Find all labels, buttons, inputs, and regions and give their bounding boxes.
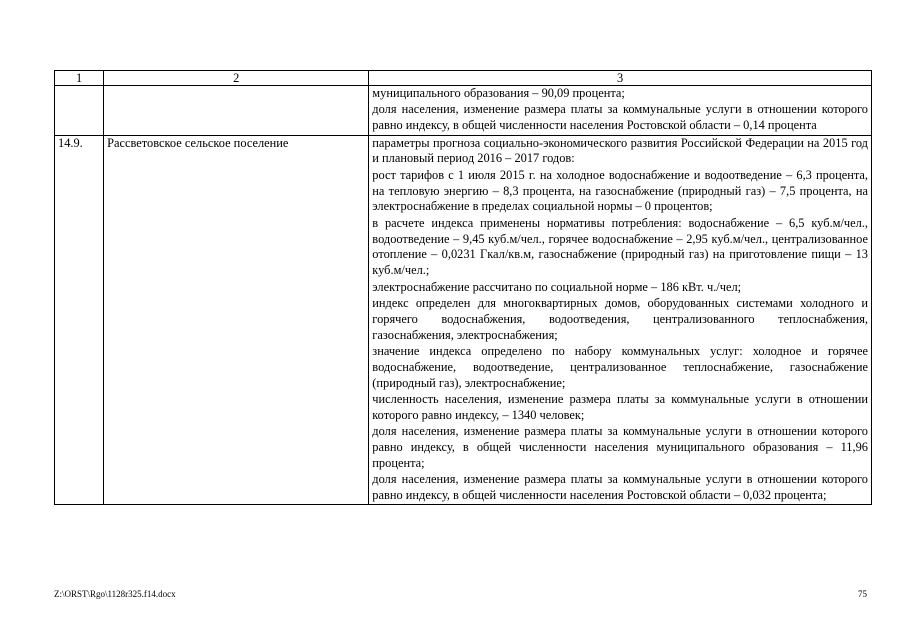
document-table bbox=[54, 70, 872, 505]
row-number: 14.9. bbox=[55, 135, 104, 505]
row-paragraph: рост тарифов с 1 июля 2015 г. на холодное водоснабжение и водоотведение – 6,3 процента, на тепловую энергию – 8,3 процента, на газоснабжение (природный газ) – 7,5 процента, на электроснабжение в пределах социальной нормы – 0 процентов; bbox=[372, 167, 868, 214]
row-paragraph: в расчете индекса применены нормативы потребления: водоснабжение – 6,5 куб.м/чел., водоотведение – 9,45 куб.м/чел., горячее водоснабжение – 2,95 куб.м/чел., централизованное отопление – 0,0231 Гкал/кв.м, газоснабжение (природный газ) на приготовление пищи – 13 куб.м/чел.; bbox=[372, 215, 868, 278]
settlement-name: Рассветовское сельское поселение bbox=[104, 135, 369, 505]
row-paragraph: электроснабжение рассчитано по социальной норме – 186 кВт. ч./чел; bbox=[372, 279, 742, 294]
continuation-paragraph: доля населения, изменение размера платы за коммунальные услуги в отношении которого равно индексу, в общей численности населения Ростовской области – 0,14 процента bbox=[372, 102, 868, 133]
row-paragraph: значение индекса определено по набору коммунальных услуг: холодное и горячее водоснабжение, водоотведение, централизованное теплоснабжение, газоснабжение (природный газ), электроснабжение; bbox=[372, 343, 868, 390]
row-text-cell bbox=[369, 135, 872, 505]
continuation-paragraph: муниципального образования – 90,09 процента; bbox=[372, 86, 625, 100]
continuation-text-cell bbox=[369, 86, 872, 136]
page-number: 75 bbox=[858, 589, 867, 599]
row-paragraph: параметры прогноза социально-экономического развития Российской Федерации на 2015 год и плановый период 2016 – 2017 годов: bbox=[372, 135, 868, 166]
continuation-row bbox=[55, 86, 872, 136]
header-cell-3: 3 bbox=[369, 71, 872, 86]
header-row bbox=[55, 71, 872, 86]
row-paragraph: доля населения, изменение размера платы за коммунальные услуги в отношении которого равно индексу, в общей численности населения Ростовской области – 0,032 процента; bbox=[372, 472, 868, 502]
footer-file-path: Z:\ORST\Rgo\1128r325.f14.docx bbox=[54, 589, 176, 599]
continuation-number-cell bbox=[55, 86, 104, 136]
continuation-name-cell bbox=[104, 86, 369, 136]
header-cell-1: 1 bbox=[55, 71, 104, 86]
row-paragraph: численность населения, изменение размера платы за коммунальные услуги в отношении которого равно индексу, – 1340 человек; bbox=[372, 391, 868, 422]
table-row bbox=[55, 135, 872, 505]
row-paragraph: доля населения, изменение размера платы за коммунальные услуги в отношении которого равно индексу, в общей численности населения муниципального образования – 11,96 процента; bbox=[372, 424, 868, 470]
header-cell-2: 2 bbox=[104, 71, 369, 86]
row-paragraph: индекс определен для многоквартирных домов, оборудованных системами холодного и горячего водоснабжения, водоотведения, централизованного теплоснабжения, газоснабжения, электроснабжения; bbox=[372, 295, 868, 342]
